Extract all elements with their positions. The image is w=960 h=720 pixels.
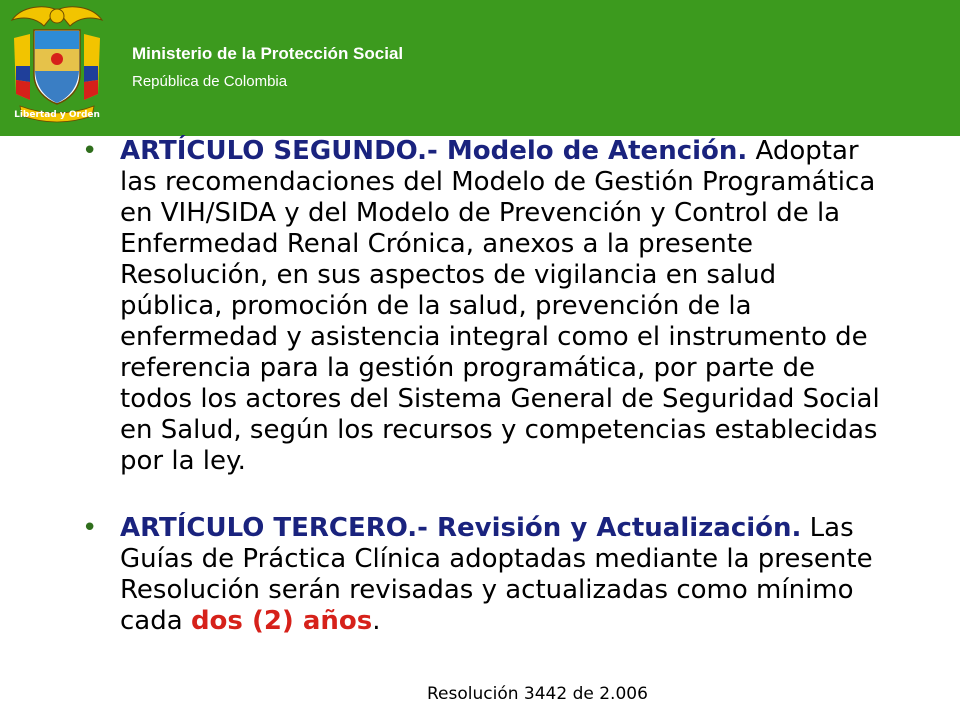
article-body: Las Guías de Práctica Clínica adoptadas mediante la presente Resolución serán revisadas y actualizadas como mínimo cada (120, 513, 873, 636)
header-bar (0, 0, 960, 136)
footer-resolution: Resolución 3442 de 2.006 (427, 684, 648, 704)
republic-name: República de Colombia (132, 73, 288, 90)
article-tail: . (372, 606, 381, 636)
bullet-icon: • (82, 136, 98, 166)
highlight-period: dos (2) años (190, 606, 373, 636)
slide-content (80, 136, 880, 637)
article-heading: ARTÍCULO TERCERO.- Revisión y Actualización. (120, 513, 802, 543)
logo-motto: Libertad y Orden (14, 110, 100, 120)
article-segundo (80, 136, 880, 477)
ministry-name: Ministerio de la Protección Social (132, 44, 404, 63)
article-tercero (80, 513, 880, 637)
article-heading: ARTÍCULO SEGUNDO.- Modelo de Atención. (120, 136, 748, 166)
bullet-icon: • (82, 513, 98, 543)
article-body: Adoptar las recomendaciones del Modelo de Gestión Programática en VIH/SIDA y del Modelo de Prevención y Control de la Enfermedad Renal Crónica, anexos a la presente Resolución, en sus aspectos de vigilancia en salud pública, promoción de la salud, prevención de la enfermedad y asistencia integral como el instrumento de referencia para la gestión programática, por parte de todos los actores del Sistema General de Seguridad Social en Salud, según los recursos y competencias establecidas por la ley. (120, 136, 880, 476)
coat-of-arms-icon (4, 4, 110, 132)
